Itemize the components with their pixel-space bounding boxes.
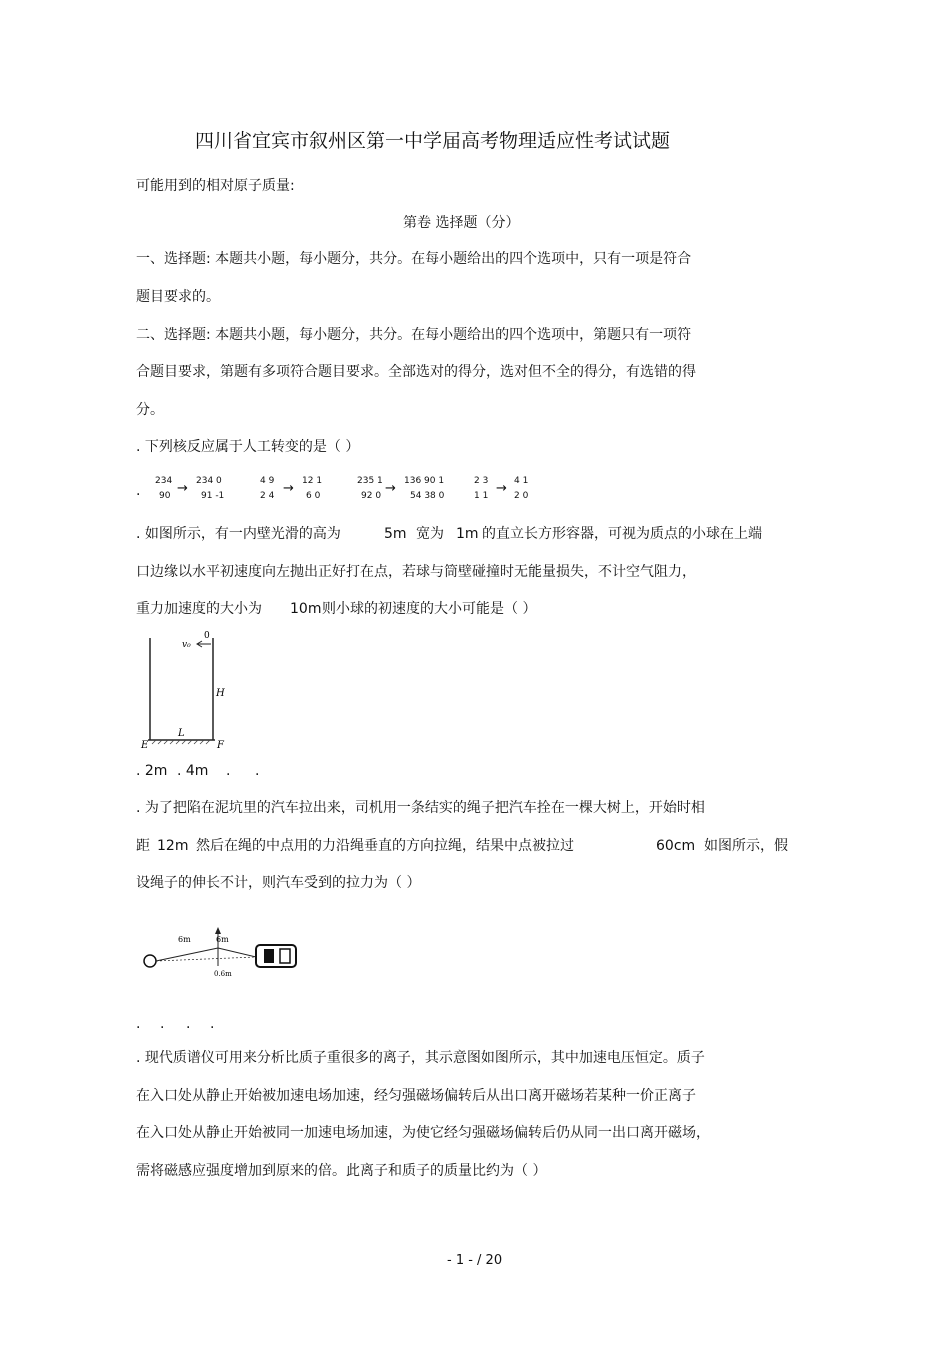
q2-line-3-c: 则小球的初速度的大小可能是（ ） xyxy=(322,601,537,617)
q2-width-value: 1m xyxy=(456,526,479,542)
q3-option-b: . xyxy=(160,1016,165,1032)
q2-option-c: . xyxy=(226,763,231,779)
q2-figure-origin: 0 xyxy=(204,631,210,641)
part2-line-1: 二、选择题: 本题共小题，每小题分，共分。在每小题给出的四个选项中，第题只有一项符 xyxy=(136,327,692,343)
q1-eq1-arrow: → xyxy=(177,481,188,496)
q2-figure-h: H xyxy=(216,688,225,699)
q2-height-value: 5m xyxy=(384,526,407,542)
q2-line-1-e: 的直立长方形容器，可视为质点的小球在上端 xyxy=(482,526,762,542)
q3-line-1: . 为了把陷在泥坑里的汽车拉出来，司机用一条结实的绳子把汽车拴在一棵大树上，开始时相 xyxy=(136,800,705,816)
page-number: - 1 - / 20 xyxy=(447,1253,503,1268)
q1-eq1-bottom-right: 91 -1 xyxy=(201,491,225,501)
q1-stem: . 下列核反应属于人工转变的是（ ） xyxy=(136,439,360,455)
q1-eq2-top-left: 4 9 xyxy=(260,476,275,486)
q1-eq3-bottom-left: 92 0 xyxy=(361,491,382,501)
q1-eq1-top-left: 234 xyxy=(155,476,173,486)
q3-option-d: . xyxy=(210,1016,215,1032)
tree-icon xyxy=(144,955,156,967)
page-title: 四川省宜宾市叙州区第一中学届高考物理适应性考试试题 xyxy=(195,130,671,152)
q2-gravity-value: 10m xyxy=(290,601,322,617)
q1-eq1-top-right: 234 0 xyxy=(196,476,222,486)
q3-option-a: . xyxy=(136,1016,141,1032)
q1-eq2-bottom-right: 6 0 xyxy=(306,491,321,501)
q3-figure-right-length: 6m xyxy=(216,935,229,944)
q2-figure-f: F xyxy=(217,740,224,750)
q4-line-3: 在入口处从静止开始被同一加速电场加速，为使它经匀强磁场偏转后仍从同一出口离开磁场， xyxy=(136,1125,710,1141)
q1-eq3-bottom-right: 54 38 0 xyxy=(410,491,445,501)
q2-container-figure xyxy=(138,626,238,750)
q3-line-2-e: 如图所示，假 xyxy=(704,838,788,854)
q3-distance-value: 12m xyxy=(157,838,189,854)
q3-pull-value: 60cm xyxy=(656,838,696,854)
q2-line-1-c: 宽为 xyxy=(416,526,444,542)
q4-line-1: . 现代质谱仪可用来分析比质子重很多的离子，其示意图如图所示，其中加速电压恒定。质子 xyxy=(136,1050,705,1066)
q1-eq2-bottom-left: 2 4 xyxy=(260,491,275,501)
q2-line-3-a: 重力加速度的大小为 xyxy=(136,601,262,617)
q3-figure-mid-length: 0.6m xyxy=(214,970,232,978)
q1-eq3-arrow: → xyxy=(385,481,396,496)
q1-eq4-top-left: 2 3 xyxy=(474,476,489,486)
q2-option-a: . 2m xyxy=(136,763,168,779)
q2-figure-l: L xyxy=(178,728,185,739)
q2-option-d: . xyxy=(255,763,260,779)
q3-line-2-c: 然后在绳的中点用的力沿绳垂直的方向拉绳，结果中点被拉过 xyxy=(196,838,574,854)
q3-rope-figure xyxy=(138,920,308,982)
q2-option-b: . 4m xyxy=(177,763,209,779)
part2-line-2: 合题目要求，第题有多项符合题目要求。全部选对的得分，选对但不全的得分，有选错的得 xyxy=(136,364,696,380)
q1-eq2-arrow: → xyxy=(283,481,294,496)
section-title: 第卷 选择题（分） xyxy=(403,215,520,231)
q1-eq2-top-right: 12 1 xyxy=(302,476,323,486)
part1-line-1: 一、选择题: 本题共小题，每小题分，共分。在每小题给出的四个选项中，只有一项是符合 xyxy=(136,251,692,267)
q2-line-2: 口边缘以水平初速度向左抛出正好打在点，若球与筒壁碰撞时无能量损失，不计空气阻力， xyxy=(136,564,696,580)
q1-eq4-bottom-right: 2 0 xyxy=(514,491,529,501)
car-icon xyxy=(256,945,296,967)
q1-eq3-top-right: 136 90 1 xyxy=(404,476,445,486)
q4-line-2: 在入口处从静止开始被加速电场加速，经匀强磁场偏转后从出口离开磁场若某种一价正离子 xyxy=(136,1088,696,1104)
part2-line-3: 分。 xyxy=(136,402,164,418)
q4-line-4: 需将磁感应强度增加到原来的倍。此离子和质子的质量比约为（ ） xyxy=(136,1163,547,1179)
q3-option-c: . xyxy=(186,1016,191,1032)
intro-line: 可能用到的相对原子质量: xyxy=(136,178,295,194)
q2-figure-e: E xyxy=(141,740,149,750)
q1-eq4-arrow: → xyxy=(496,481,507,496)
q1-eq4-top-right: 4 1 xyxy=(514,476,529,486)
part1-line-2: 题目要求的。 xyxy=(136,289,220,305)
q1-eq1-bottom-left: 90 xyxy=(159,491,171,501)
q3-figure-left-length: 6m xyxy=(178,935,191,944)
q2-line-1-a: . 如图所示，有一内壁光滑的高为 xyxy=(136,526,341,542)
q1-lead: . xyxy=(136,483,141,499)
q3-line-3: 设绳子的伸长不计，则汽车受到的拉力为（ ） xyxy=(136,875,421,891)
q2-figure-v0: v₀ xyxy=(182,640,191,650)
q1-eq3-top-left: 235 1 xyxy=(357,476,383,486)
q1-eq4-bottom-left: 1 1 xyxy=(474,491,489,501)
q3-line-2-a: 距 xyxy=(136,838,150,854)
